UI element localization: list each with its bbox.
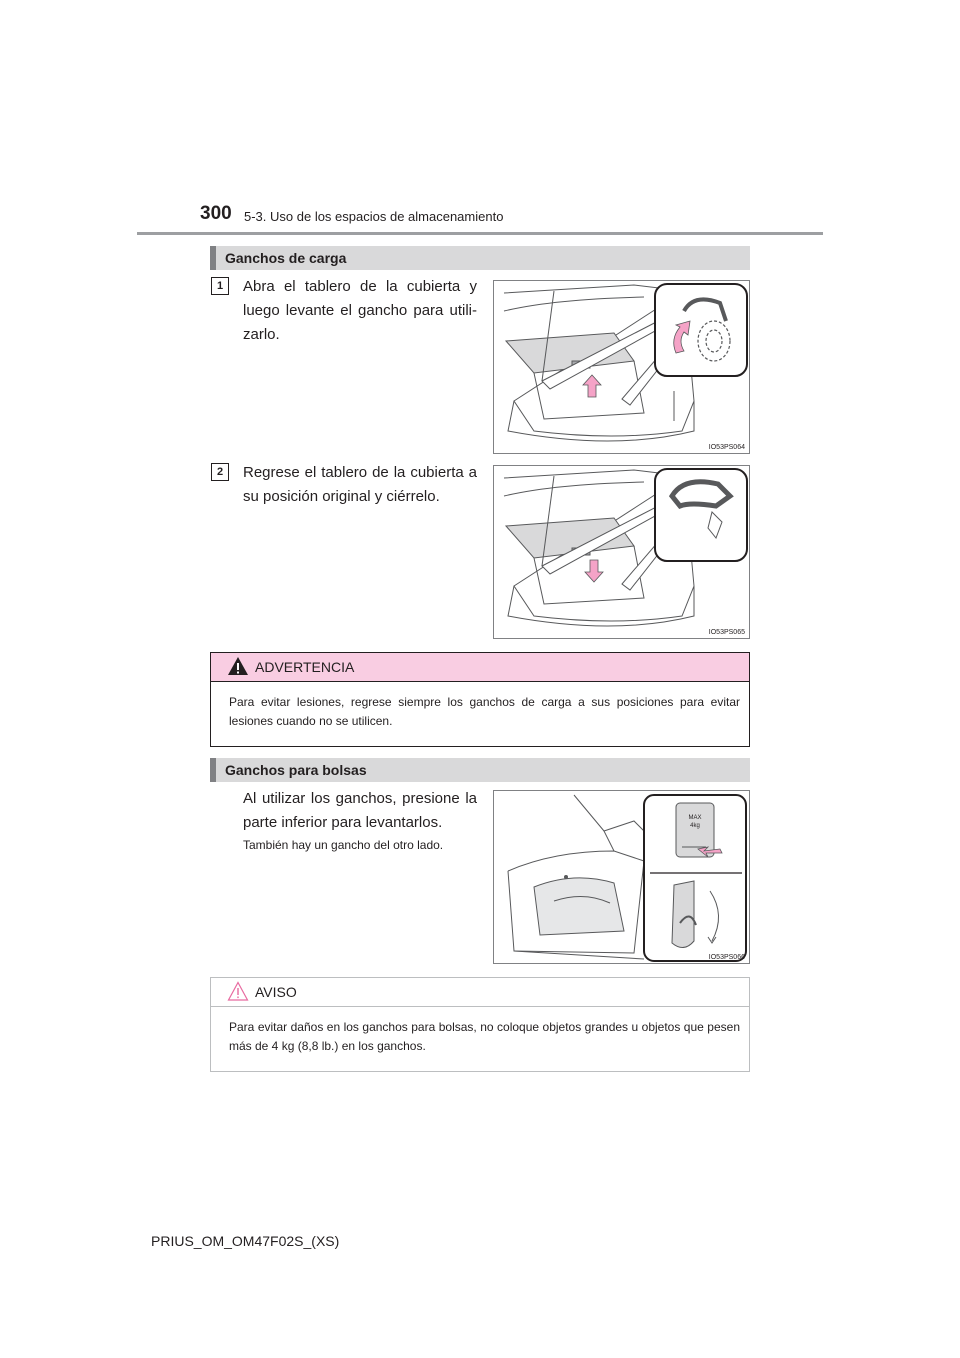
- bag-hooks-note: También hay un gancho del otro lado.: [243, 838, 444, 852]
- figure-cargo-hook-open: [493, 280, 750, 454]
- step-number-2: 2: [211, 463, 229, 481]
- notice-header: [211, 978, 749, 1007]
- section-title-cargo-hooks: Ganchos de carga: [210, 246, 750, 270]
- step-text-2: Regrese el tablero de la cubierta a su posición original y ciérrelo.: [243, 464, 477, 505]
- warning-header: [211, 653, 749, 682]
- figure-code: IO53PS064: [708, 444, 745, 451]
- figure-cargo-hook-close: [493, 465, 750, 639]
- document-code: PRIUS_OM_OM47F02S_(XS): [151, 1233, 340, 1249]
- trunk-illustration-bag-hook: [494, 791, 750, 964]
- step-text-1: Abra el tablero de la cubierta y luego levante el gancho para utili-zarlo.: [243, 278, 477, 343]
- step-number-1: 1: [211, 277, 229, 295]
- trunk-illustration-close: [494, 466, 750, 639]
- figure-code: IO53PS065: [708, 629, 745, 636]
- warning-box: [210, 652, 750, 747]
- lower-arrow-icon: [585, 560, 603, 582]
- header-rule: [137, 232, 823, 235]
- section-path: 5-3. Uso de los espacios de almacenamiento: [244, 209, 504, 224]
- figure-code: IO53PS066: [708, 954, 745, 961]
- page-number: 300: [200, 203, 232, 224]
- notice-box: [210, 977, 750, 1072]
- figure-bag-hook: [493, 790, 750, 964]
- bag-hooks-text: Al utilizar los ganchos, presione la parte inferior para levantarlos.: [243, 790, 477, 831]
- warning-body: Para evitar lesiones, regrese siempre los ganchos de carga a sus posiciones para evitar lesiones cuando no se utilicen.: [229, 695, 740, 728]
- section-title-bag-hooks: Ganchos para bolsas: [210, 758, 750, 782]
- trunk-illustration-open: [494, 281, 750, 454]
- hook-max-label: MAX: [688, 815, 702, 821]
- hook-weight-label: 4kg: [690, 823, 700, 829]
- warning-title: ADVERTENCIA: [255, 659, 355, 675]
- notice-body: Para evitar daños en los ganchos para bolsas, no coloque objetos grandes u objetos que pesen más de 4 kg (8,8 lb.) en los ganchos.: [229, 1020, 740, 1053]
- lift-arrow-icon: [583, 375, 601, 397]
- warning-triangle-icon: [227, 656, 249, 676]
- caution-outline-icon: [227, 981, 249, 1001]
- notice-title: AVISO: [255, 984, 297, 1000]
